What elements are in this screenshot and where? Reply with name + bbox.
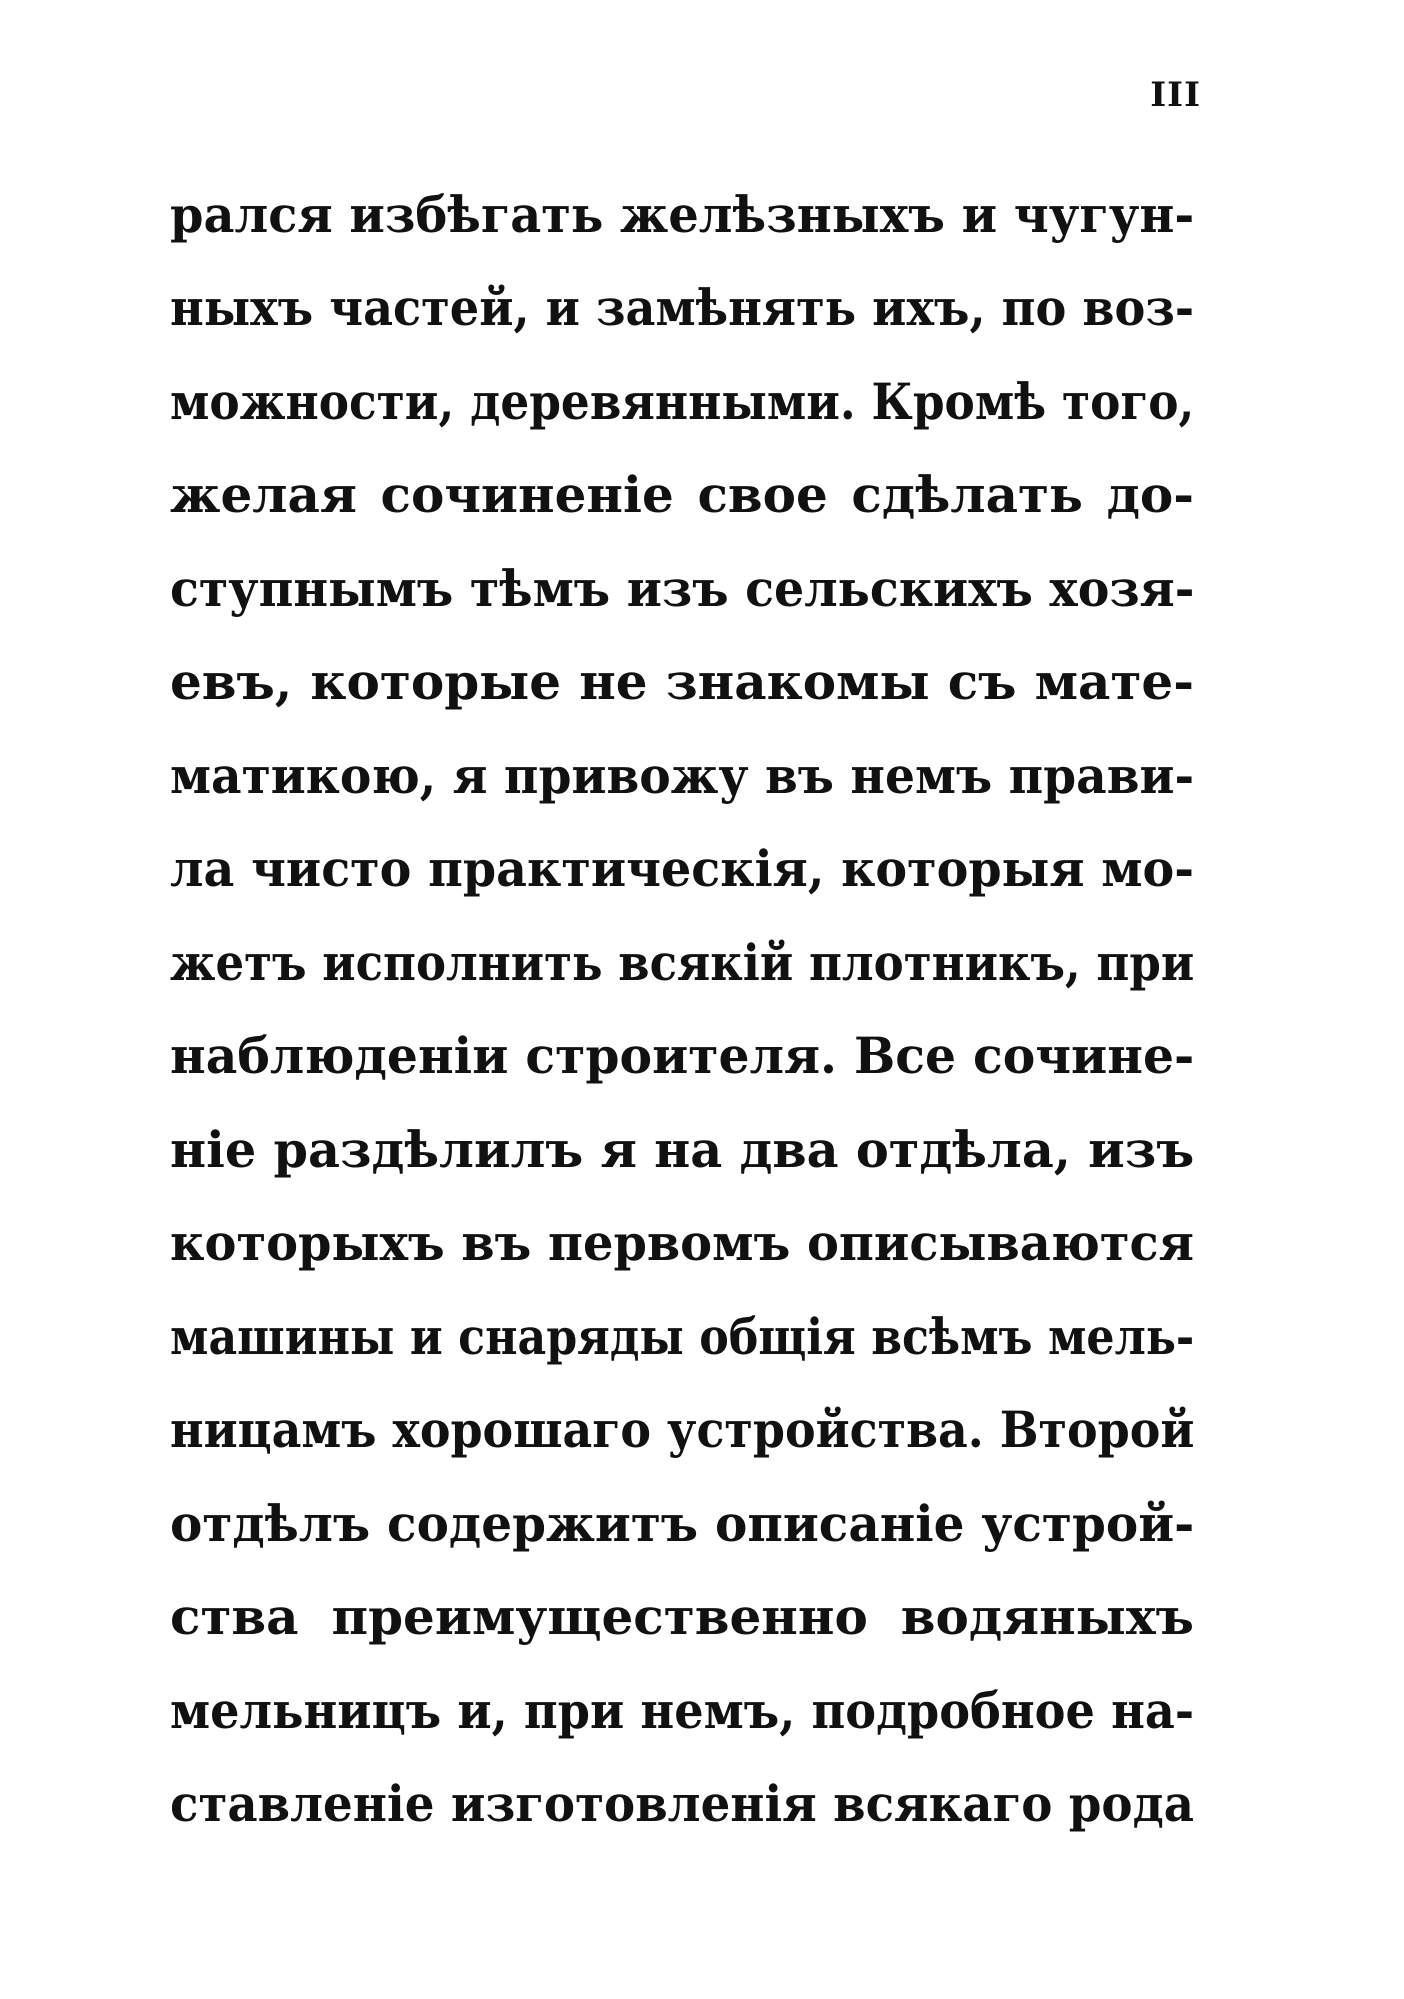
body-text: [170, 168, 1194, 1851]
text-line: [170, 916, 1194, 1010]
text-line-content: ства преимущественно водяныхъ: [170, 1587, 1194, 1647]
text-line: [170, 1758, 1194, 1852]
text-line-content: рался избѣгать желѣзныхъ и чугун-: [170, 184, 1195, 244]
text-line-content: мельницъ и, при немъ, подробное на-: [170, 1680, 1195, 1740]
text-line: [170, 1664, 1194, 1758]
text-line: [170, 1571, 1194, 1665]
text-line: [170, 636, 1194, 730]
text-line: [170, 262, 1194, 356]
text-line: [170, 1477, 1194, 1571]
text-line: [170, 1197, 1194, 1291]
text-line: [170, 823, 1194, 917]
text-line: [170, 1384, 1194, 1478]
text-line: [170, 355, 1194, 449]
text-line-content: ныхъ частей, и замѣнять ихъ, по воз-: [170, 278, 1195, 338]
text-line-content: которыхъ въ первомъ описываются: [170, 1213, 1194, 1273]
text-line: [170, 542, 1194, 636]
text-line-content: отдѣлъ содержитъ описаніе устрой-: [170, 1493, 1195, 1553]
text-line-content: жетъ исполнить всякій плотникъ, при: [170, 932, 1195, 992]
text-line-content: можности, деревянными. Кромѣ того,: [170, 371, 1195, 431]
page-number: III: [1150, 75, 1201, 115]
text-line-content: ступнымъ тѣмъ изъ сельскихъ хозя-: [170, 558, 1195, 618]
text-line: [170, 1010, 1194, 1104]
text-line-content: желая сочиненіе свое сдѣлать до-: [170, 465, 1194, 525]
text-line-content: ла чисто практическія, которыя мо-: [170, 839, 1195, 899]
text-line: [170, 168, 1194, 262]
text-line: [170, 729, 1194, 823]
text-line-content: евъ, которые не знакомы съ мате-: [170, 652, 1194, 712]
text-line-content: ніе раздѣлилъ я на два отдѣла, изъ: [170, 1119, 1195, 1179]
text-line-content: ставленіе изготовленія всякаго рода: [170, 1774, 1194, 1834]
text-line-content: ницамъ хорошаго устройства. Второй: [170, 1400, 1195, 1460]
text-line-content: наблюденіи строителя. Все сочине-: [170, 1026, 1195, 1086]
text-line-content: матикою, я привожу въ немъ прави-: [170, 745, 1195, 805]
text-line: [170, 449, 1194, 543]
text-line: [170, 1103, 1194, 1197]
text-line-content: машины и снаряды общія всѣмъ мель-: [170, 1306, 1195, 1366]
text-line: [170, 1290, 1194, 1384]
